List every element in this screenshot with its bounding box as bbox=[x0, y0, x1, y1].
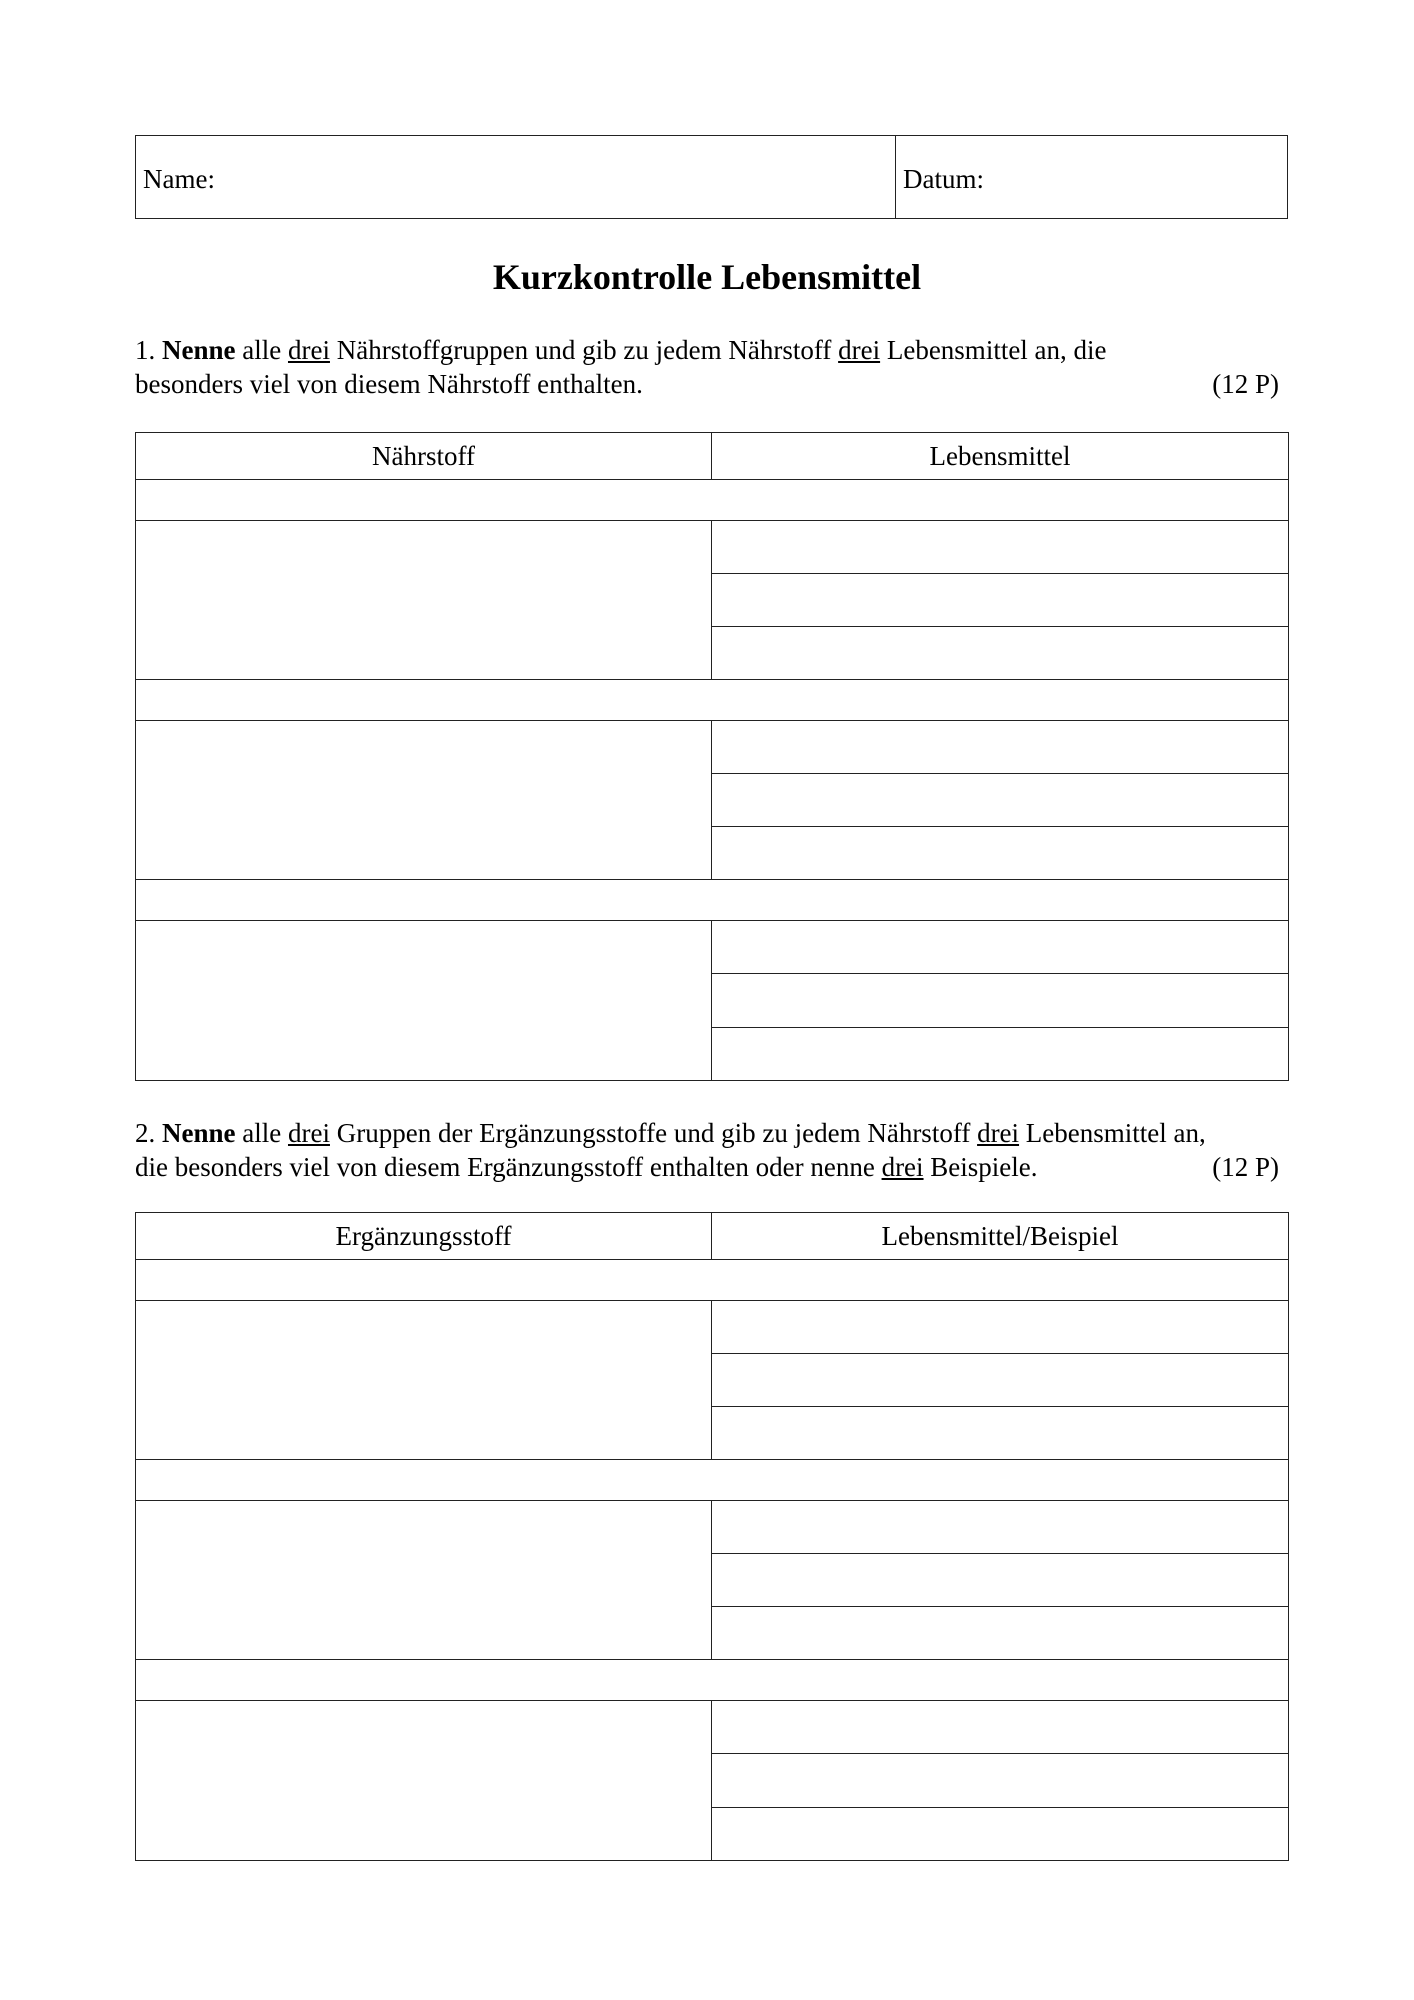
task-2-points: (12 P) bbox=[1212, 1152, 1279, 1182]
answer-cell-naehrstoff[interactable] bbox=[136, 921, 712, 1080]
answer-cell-beispiel[interactable] bbox=[712, 1501, 1288, 1554]
table-spacer-row bbox=[136, 680, 1288, 721]
task-2-underline: drei bbox=[287, 1118, 330, 1148]
table-spacer-row bbox=[136, 1460, 1288, 1501]
task-2-text: die besonders viel von diesem Ergänzungsstoff enthalten oder nenne bbox=[135, 1152, 882, 1182]
answer-cell-beispiel[interactable] bbox=[712, 1354, 1288, 1407]
task-1-points: (12 P) bbox=[1212, 369, 1279, 399]
task-1-number: 1. bbox=[135, 335, 156, 365]
answer-cell-beispiel[interactable] bbox=[712, 1407, 1288, 1459]
table-naehrstoffe bbox=[135, 432, 1289, 1081]
name-label: Name: bbox=[143, 164, 215, 194]
answer-cell-lebensmittel[interactable] bbox=[712, 1028, 1288, 1080]
task-2-text: Gruppen der Ergänzungsstoffe und gib zu jedem Nährstoff bbox=[329, 1118, 978, 1148]
answer-cell-beispiel[interactable] bbox=[712, 1554, 1288, 1607]
task-2-number: 2. bbox=[135, 1118, 156, 1148]
task-1-underline: drei bbox=[287, 335, 330, 365]
answer-cell-lebensmittel[interactable] bbox=[712, 627, 1288, 679]
answer-cells-beispiel bbox=[712, 1501, 1288, 1659]
task-2-underline: drei bbox=[977, 1118, 1020, 1148]
table-row-group bbox=[136, 1701, 1288, 1860]
table-header bbox=[136, 433, 1288, 480]
column-header-ergaenzungsstoff: Ergänzungsstoff bbox=[136, 1213, 712, 1259]
task-2-text: Beispiele. bbox=[923, 1152, 1038, 1182]
answer-cell-beispiel[interactable] bbox=[712, 1808, 1288, 1860]
task-2-underline: drei bbox=[881, 1152, 924, 1182]
answer-cell-ergaenzungsstoff[interactable] bbox=[136, 1501, 712, 1659]
answer-cell-lebensmittel[interactable] bbox=[712, 827, 1288, 879]
table-header bbox=[136, 1213, 1288, 1260]
answer-cell-beispiel[interactable] bbox=[712, 1754, 1288, 1807]
column-header-lebensmittel: Lebensmittel bbox=[929, 441, 1071, 471]
task-2-line-2 bbox=[135, 1150, 1285, 1184]
table-spacer-row bbox=[136, 480, 1288, 521]
task-1-line-1 bbox=[135, 333, 1285, 367]
answer-cell-naehrstoff[interactable] bbox=[136, 721, 712, 879]
answer-cells-lebensmittel bbox=[712, 721, 1288, 879]
task-1-text: Lebensmittel an, die bbox=[880, 335, 1107, 365]
answer-cell-beispiel[interactable] bbox=[712, 1301, 1288, 1354]
answer-cell-lebensmittel[interactable] bbox=[712, 921, 1288, 974]
date-field[interactable] bbox=[896, 136, 1287, 218]
answer-cell-beispiel[interactable] bbox=[712, 1701, 1288, 1754]
answer-cells-beispiel bbox=[712, 1701, 1288, 1860]
answer-cell-lebensmittel[interactable] bbox=[712, 574, 1288, 627]
table-spacer-row bbox=[136, 880, 1288, 921]
task-1 bbox=[135, 333, 1285, 401]
task-1-text: Nährstoffgruppen und gib zu jedem Nährstoff bbox=[329, 335, 839, 365]
task-1-text: alle bbox=[235, 335, 288, 365]
table-row-group bbox=[136, 1301, 1288, 1460]
table-row-group bbox=[136, 521, 1288, 680]
task-1-verb: Nenne bbox=[162, 335, 236, 365]
table-ergaenzungsstoffe bbox=[135, 1212, 1289, 1861]
table-spacer-row bbox=[136, 1660, 1288, 1701]
column-header-lebensmittel-beispiel: Lebensmittel/Beispiel bbox=[881, 1221, 1119, 1251]
page-title: Kurzkontrolle Lebensmittel bbox=[492, 257, 922, 297]
table-row-group bbox=[136, 721, 1288, 880]
answer-cell-naehrstoff[interactable] bbox=[136, 521, 712, 679]
table-row-group bbox=[136, 1501, 1288, 1660]
task-2 bbox=[135, 1116, 1285, 1184]
answer-cells-lebensmittel bbox=[712, 921, 1288, 1080]
name-field[interactable] bbox=[136, 136, 896, 218]
task-2-text: Lebensmittel an, bbox=[1019, 1118, 1206, 1148]
task-1-underline: drei bbox=[838, 335, 881, 365]
column-header-naehrstoff: Nährstoff bbox=[136, 433, 712, 479]
answer-cell-ergaenzungsstoff[interactable] bbox=[136, 1701, 712, 1860]
answer-cell-lebensmittel[interactable] bbox=[712, 521, 1288, 574]
task-1-line-2: besonders viel von diesem Nährstoff enthalten. bbox=[135, 369, 643, 399]
answer-cell-beispiel[interactable] bbox=[712, 1607, 1288, 1659]
table-row-group bbox=[136, 921, 1288, 1080]
answer-cells-lebensmittel bbox=[712, 521, 1288, 679]
answer-cell-ergaenzungsstoff[interactable] bbox=[136, 1301, 712, 1459]
date-label: Datum: bbox=[903, 164, 984, 194]
task-2-text: alle bbox=[235, 1118, 288, 1148]
header-box bbox=[135, 135, 1288, 219]
table-spacer-row bbox=[136, 1260, 1288, 1301]
answer-cell-lebensmittel[interactable] bbox=[712, 974, 1288, 1027]
task-2-line-1 bbox=[135, 1116, 1285, 1150]
task-2-verb: Nenne bbox=[162, 1118, 236, 1148]
answer-cells-beispiel bbox=[712, 1301, 1288, 1459]
answer-cell-lebensmittel[interactable] bbox=[712, 774, 1288, 827]
answer-cell-lebensmittel[interactable] bbox=[712, 721, 1288, 774]
